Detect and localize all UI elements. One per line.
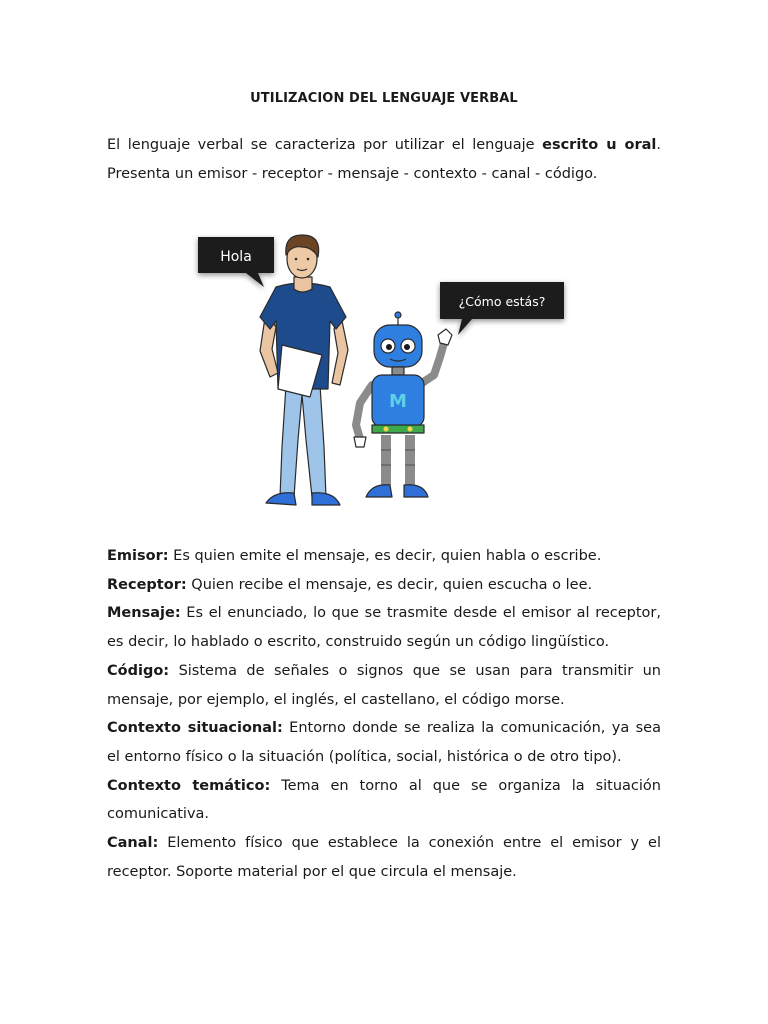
man-figure: [260, 235, 348, 505]
definition-text: Entorno donde se realiza la comunicación, ya sea el entorno físico o la situación (política, social, histórica o de otro tipo).: [107, 720, 661, 765]
definition-text: Tema en torno al que se organiza la situación comunicativa.: [107, 777, 661, 823]
speech-bubble-right: [440, 282, 564, 335]
page-title: UTILIZACION DEL LENGUAJE VERBAL: [250, 91, 518, 106]
definition-separator: :: [152, 835, 159, 852]
speech-bubble-right-text: ¿Cómo estás?: [458, 294, 546, 309]
definition-term: Contexto situacional: [107, 720, 277, 737]
definition-term: Canal: [107, 835, 153, 852]
robot-figure: [354, 312, 452, 497]
definition-separator: :: [163, 662, 170, 679]
definitions-list: [107, 542, 661, 886]
definition-contexto-tematico: [107, 772, 661, 829]
communication-illustration: [190, 225, 580, 515]
definition-term: Emisor: [107, 548, 163, 564]
definition-text: Sistema de señales o signos que se usan para transmitir un mensaje, por ejemplo, el inglés, el castellano, el código morse.: [107, 662, 661, 708]
speech-bubble-left-text: Hola: [220, 249, 252, 265]
intro-text-1: El lenguaje verbal se caracteriza por utilizar el lenguaje: [107, 137, 543, 153]
definition-term: Mensaje: [107, 605, 175, 622]
definition-text: Es el enunciado, lo que se trasmite desde el emisor al receptor, es decir, lo hablado o escrito, construido según un código lingüístico.: [107, 605, 661, 651]
speech-bubble-left: [198, 237, 274, 287]
definition-emisor: [107, 542, 661, 571]
definition-separator: :: [277, 720, 283, 737]
definition-codigo: [107, 657, 661, 714]
intro-text-2: . Presenta un emisor - receptor - mensaje - contexto - canal - código.: [107, 137, 661, 182]
definition-separator: :: [180, 576, 187, 593]
definition-text: Es quien emite el mensaje, es decir, quien habla o escribe.: [168, 548, 602, 564]
definition-term: Receptor: [107, 576, 181, 593]
definition-separator: :: [264, 777, 271, 794]
robot-chest-letter: M: [389, 391, 407, 412]
definition-mensaje: [107, 599, 661, 656]
definition-contexto-situacional: [107, 714, 661, 771]
definition-text: Quien recibe el mensaje, es decir, quien escucha o lee.: [186, 576, 593, 593]
definition-term: Código: [107, 662, 164, 679]
definition-separator: :: [162, 548, 169, 564]
intro-paragraph: [107, 131, 661, 189]
definition-term: Contexto temático: [107, 777, 265, 794]
definition-receptor: [107, 571, 661, 600]
definition-separator: :: [174, 605, 181, 622]
definition-text: Elemento físico que establece la conexión entre el emisor y el receptor. Soporte material por el que circula el mensaje.: [107, 835, 661, 880]
intro-bold: escrito u oral: [542, 137, 657, 153]
definition-canal: [107, 829, 661, 886]
